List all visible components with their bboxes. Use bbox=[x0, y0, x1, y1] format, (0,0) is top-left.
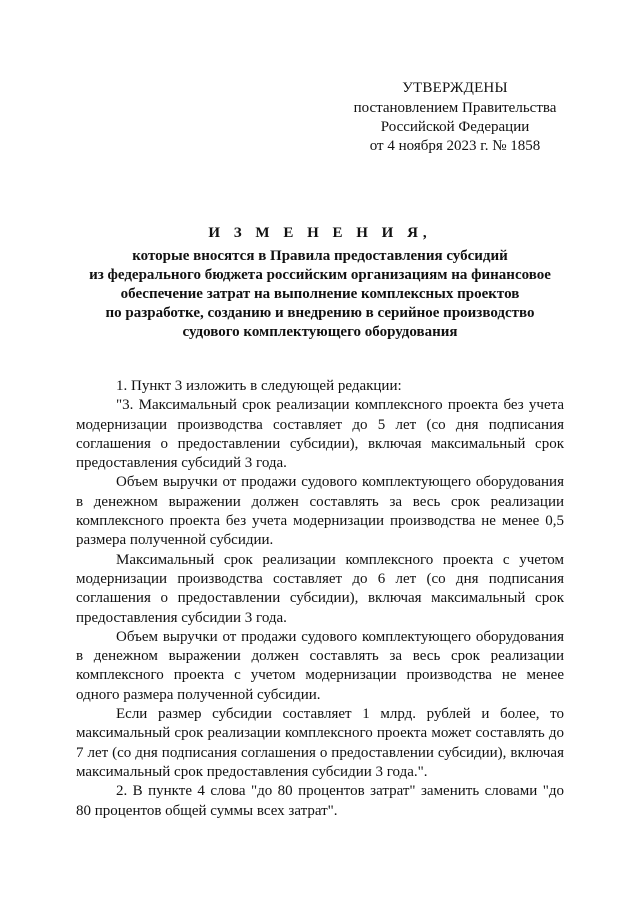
heading-subtitle-line: из федерального бюджета российским организациям на финансовое bbox=[89, 267, 551, 283]
approval-date-line: от 4 ноября 2023 г. № 1858 bbox=[369, 138, 541, 154]
heading-subtitle-line: по разработке, созданию и внедрению в серийное производство bbox=[105, 305, 535, 321]
body-paragraph: 1. Пункт 3 изложить в следующей редакции: bbox=[116, 378, 402, 394]
approval-line: постановлением Правительства bbox=[353, 100, 557, 116]
body-paragraph: Максимальный срок реализации комплексного проекта с учетом модернизации производства составляет до 6 лет (со дня подписания соглашения о предоставлении субсидии), включая максимальный срок предоставления субсидии 3 года. bbox=[76, 551, 564, 626]
document-heading bbox=[80, 224, 560, 342]
body-paragraph: Если размер субсидии составляет 1 млрд. рублей и более, то максимальный срок реализации комплексного проекта может составлять до 7 лет (со дня подписания соглашения о предоставлении субсидии), включая максимальный срок предоставления субсидии 3 года.". bbox=[76, 706, 564, 780]
body-paragraph: Объем выручки от продажи судового комплектующего оборудования в денежном выражении должен составлять за весь срок реализации комплексного проекта без учета модернизации производства не менее 0,5 размера полученной субсидии. bbox=[76, 474, 564, 549]
document-title: И З М Е Н Е Н И Я, bbox=[208, 225, 432, 241]
body-paragraph: "3. Максимальный срок реализации комплексного проекта без учета модернизации производства составляет до 5 лет (со дня подписания соглашения о предоставлении субсидии), включая максимальный срок предоставления субсидий 3 года. bbox=[76, 397, 564, 472]
approval-line: Российской Федерации bbox=[380, 119, 530, 135]
document-body bbox=[76, 377, 564, 821]
body-paragraph: 2. В пункте 4 слова "до 80 процентов затрат" заменить словами "до 80 процентов общей суммы всех затрат". bbox=[76, 783, 564, 819]
heading-subtitle-line: судового комплектующего оборудования bbox=[182, 324, 458, 340]
approval-block bbox=[340, 79, 570, 156]
body-paragraph: Объем выручки от продажи судового комплектующего оборудования в денежном выражении должен составлять за весь срок реализации комплексного проекта с учетом модернизации производства не менее одного размера полученной субсидии. bbox=[76, 628, 564, 703]
approval-stamp: УТВЕРЖДЕНЫ bbox=[402, 80, 508, 96]
heading-subtitle-line: обеспечение затрат на выполнение комплексных проектов bbox=[120, 286, 520, 302]
heading-subtitle-line: которые вносятся в Правила предоставления субсидий bbox=[132, 248, 508, 264]
